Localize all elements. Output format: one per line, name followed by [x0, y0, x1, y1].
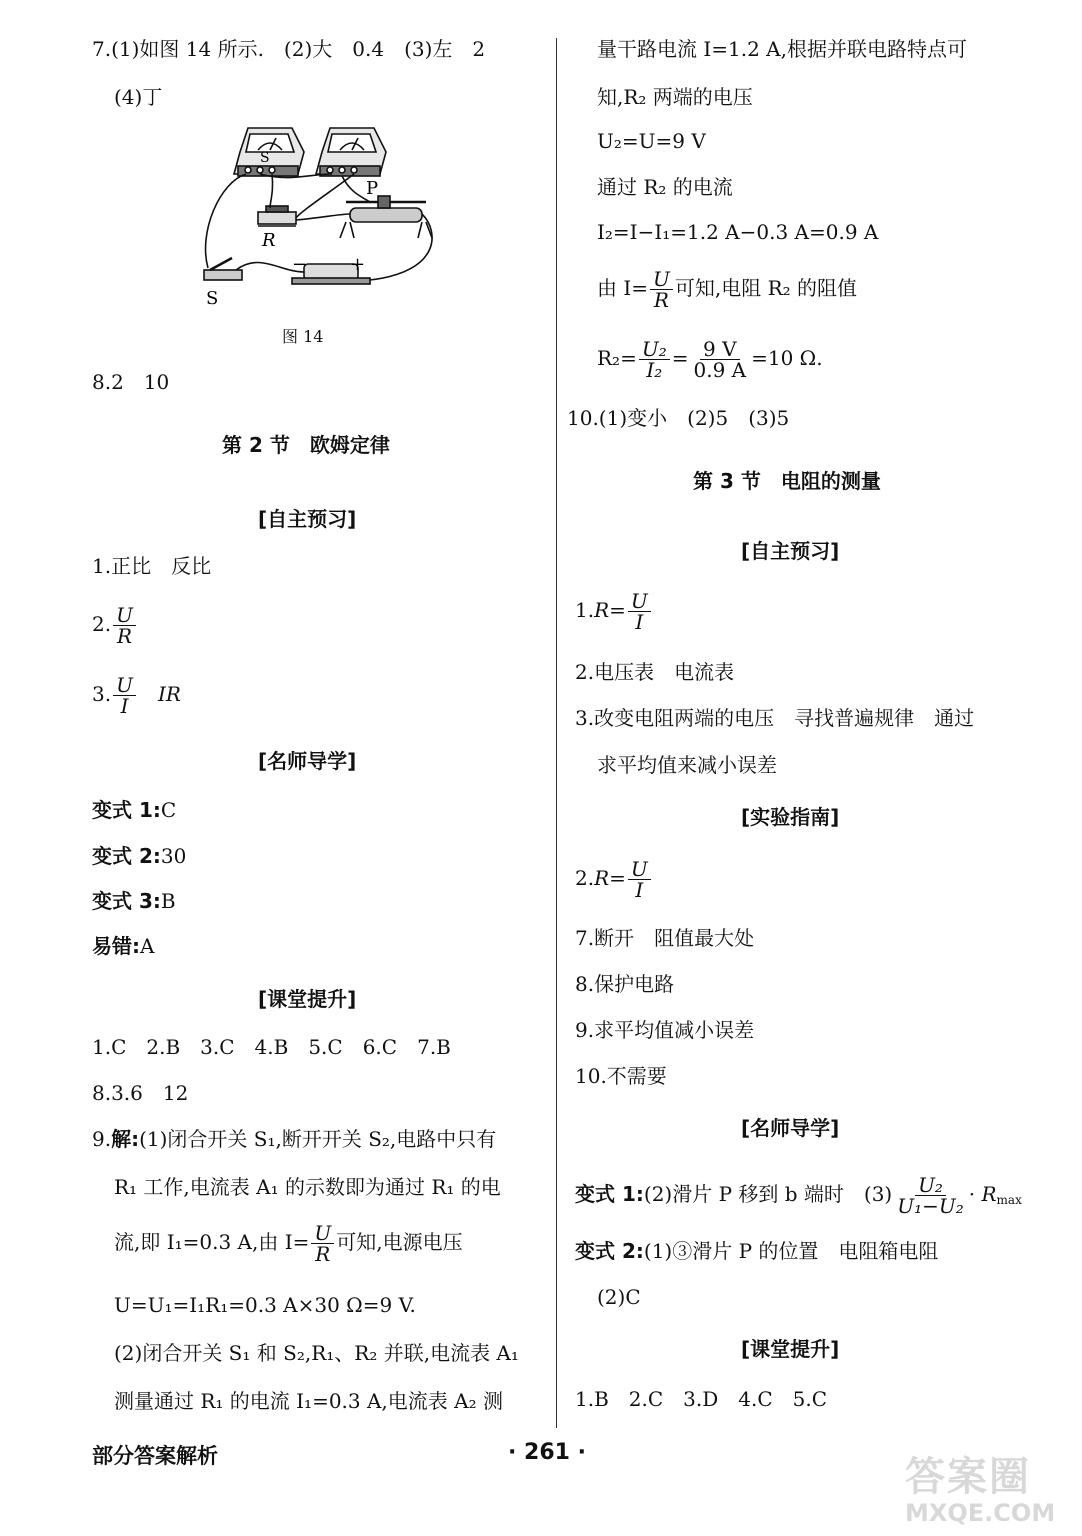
zizhu-3-ir: IR [157, 682, 181, 706]
fraction-u-over-r [311, 1223, 334, 1264]
ketang-1-7: 1.C 2.B 3.C 4.B 5.C 6.C 7.B [92, 1035, 451, 1059]
fraction-u2-over-u1-minus-u2 [894, 1175, 967, 1216]
ketang-9-text: (1)闭合开关 S₁,断开开关 S₂,电路中只有 [139, 1127, 497, 1151]
zizhu-3 [92, 672, 181, 716]
zizhu-3-num: 3. [92, 682, 112, 706]
frac-denominator: R [653, 288, 669, 312]
variant-3-value: B [160, 889, 176, 913]
subsection-mingshi: [名师导学] [258, 749, 357, 773]
shiyan-2-r: R= [594, 866, 626, 890]
fraction-9v-over-0.9a [690, 339, 749, 380]
shiyan-10: 10.不需要 [575, 1064, 667, 1088]
frac-numerator: U [650, 269, 673, 290]
measure-zizhu-1-num: 1. [575, 598, 595, 622]
frac-numerator: U [628, 859, 651, 880]
frac-denominator: I [635, 610, 644, 634]
zizhu-2-num: 2. [92, 612, 112, 636]
right-line-6 [597, 266, 857, 310]
ketang-9-line2: R₁ 工作,电流表 A₁ 的示数即为通过 R₁ 的电 [114, 1175, 501, 1199]
circuit-figure-14 [200, 122, 450, 308]
common-error [92, 933, 154, 959]
subsection-shiyan: [实验指南] [741, 805, 840, 829]
variant-1 [92, 797, 176, 823]
frac-denominator: I [120, 694, 129, 718]
right-line-7 [597, 336, 823, 380]
subsection-ketang: [课堂提升] [741, 1337, 840, 1361]
answer-10: 10.(1)变小 (2)5 (3)5 [567, 406, 790, 430]
frac-denominator: I₂ [646, 358, 663, 382]
section-3-title: 第 3 节 电阻的测量 [693, 469, 881, 493]
subsection-ketang: [课堂提升] [258, 987, 357, 1011]
variant-3-label: 变式 3: [92, 889, 161, 913]
measure-ketang-1-5: 1.B 2.C 3.D 4.C 5.C [575, 1387, 828, 1411]
frac-denominator: I [635, 878, 644, 902]
right-line-7-c: =10 Ω. [751, 346, 823, 370]
subsection-mingshi: [名师导学] [741, 1116, 840, 1140]
shiyan-8: 8.保护电路 [575, 972, 675, 996]
figure-caption: 图 14 [282, 327, 324, 346]
right-line-7-a: R₂= [597, 346, 637, 370]
ketang-8: 8.3.6 12 [92, 1081, 189, 1105]
variant-2-label: 变式 2: [92, 844, 161, 868]
measure-zizhu-3b: 求平均值来减小误差 [597, 753, 777, 777]
zizhu-2 [92, 602, 138, 646]
variant-2-value: 30 [160, 844, 187, 868]
frac-denominator: R [315, 1242, 331, 1266]
ketang-9-line1 [92, 1126, 496, 1152]
subsection-zizhu: [自主预习] [741, 539, 840, 563]
fraction-u-over-i [628, 591, 651, 632]
measure-variant-1-r: · R [968, 1182, 997, 1206]
shiyan-2 [575, 856, 653, 900]
variant-1-label: 变式 1: [92, 798, 161, 822]
frac-numerator: U [113, 675, 136, 696]
measure-variant-2 [575, 1238, 938, 1264]
frac-denominator: 0.9 A [693, 358, 747, 382]
frac-numerator: U₂ [639, 339, 670, 360]
measure-variant-1-sub: max [996, 1193, 1022, 1207]
shiyan-7: 7.断开 阻值最大处 [575, 926, 755, 950]
ketang-9-line3-b: 可知,电源电压 [336, 1230, 463, 1254]
battery-minus-label: − [292, 254, 308, 275]
variant-1-value: C [160, 798, 177, 822]
frac-numerator: U [628, 591, 651, 612]
ketang-9-jie: 解: [111, 1127, 140, 1151]
right-line-6-b: 可知,电阻 R₂ 的阻值 [674, 276, 858, 300]
frac-denominator: R [116, 624, 133, 648]
frac-numerator: U₂ [915, 1175, 946, 1196]
answer-7a: 7.(1)如图 14 所示. (2)大 0.4 (3)左 2 [92, 37, 486, 61]
common-error-label: 易错: [92, 934, 140, 958]
frac-numerator: U [113, 605, 136, 626]
rheostat-p-label: P [366, 178, 379, 199]
right-line-6-a: 由 I= [597, 276, 649, 300]
battery-plus-label: + [350, 254, 366, 275]
switch-s-label: S [206, 288, 219, 308]
watermark-url: MXQE.COM [905, 1499, 1056, 1527]
right-line-5: I₂=I−I₁=1.2 A−0.3 A=0.9 A [597, 220, 879, 244]
measure-variant-1-value: (2)滑片 P 移到 b 端时 (3) [643, 1182, 893, 1206]
fraction-u-over-r [113, 605, 136, 646]
answer-8: 8.2 10 [92, 370, 170, 394]
column-divider [556, 38, 557, 1428]
frac-denominator: U₁−U₂ [897, 1194, 964, 1218]
right-line-1: 量干路电流 I=1.2 A,根据并联电路特点可 [597, 37, 967, 61]
ketang-9-line3-a: 流,即 I₁=0.3 A,由 I= [114, 1230, 310, 1254]
variant-2 [92, 843, 186, 869]
measure-zizhu-2: 2.电压表 电流表 [575, 660, 735, 684]
measure-zizhu-3a: 3.改变电阻两端的电压 寻找普遍规律 通过 [575, 706, 975, 730]
shiyan-9: 9.求平均值减小误差 [575, 1018, 755, 1042]
resistor-r-label: R [262, 230, 276, 251]
subsection-zizhu: [自主预习] [258, 507, 357, 531]
frac-numerator: 9 V [700, 339, 740, 360]
ketang-9-line3 [114, 1220, 463, 1264]
section-2-title: 第 2 节 欧姆定律 [222, 433, 390, 457]
shiyan-2-num: 2. [575, 866, 595, 890]
fraction-u-over-i [113, 675, 136, 716]
measure-variant-2b: (2)C [597, 1285, 641, 1309]
zizhu-1: 1.正比 反比 [92, 554, 212, 578]
fraction-u2-over-i2 [639, 339, 670, 380]
meter-s-label: S [260, 150, 270, 166]
right-line-7-b: = [671, 346, 689, 370]
measure-variant-1-label: 变式 1: [575, 1182, 644, 1206]
right-line-2: 知,R₂ 两端的电压 [597, 85, 753, 109]
measure-variant-2-label: 变式 2: [575, 1239, 644, 1263]
ketang-9-line4: U=U₁=I₁R₁=0.3 A×30 Ω=9 V. [114, 1293, 416, 1317]
ketang-9-line6: 测量通过 R₁ 的电流 I₁=0.3 A,电流表 A₂ 测 [114, 1389, 503, 1413]
right-line-3: U₂=U=9 V [597, 129, 706, 153]
fraction-u-over-r [650, 269, 673, 310]
ketang-9-num: 9. [92, 1127, 112, 1151]
measure-zizhu-1-r: R= [594, 598, 626, 622]
frac-numerator: U [311, 1223, 334, 1244]
right-line-4: 通过 R₂ 的电流 [597, 175, 733, 199]
footer-section-name: 部分答案解析 [92, 1444, 218, 1468]
page-number: · 261 · [508, 1440, 586, 1465]
watermark-text: 答案圈 [905, 1454, 1031, 1500]
ketang-9-line5: (2)闭合开关 S₁ 和 S₂,R₁、R₂ 并联,电流表 A₁ [114, 1341, 519, 1365]
common-error-value: A [140, 934, 155, 958]
variant-3 [92, 888, 176, 914]
answer-7b: (4)丁 [114, 85, 163, 109]
fraction-u-over-i [628, 859, 651, 900]
watermark-logo [905, 1455, 1080, 1535]
measure-variant-1 [575, 1172, 1022, 1222]
measure-variant-2-value: (1)③滑片 P 的位置 电阻箱电阻 [643, 1239, 939, 1263]
measure-zizhu-1 [575, 588, 653, 632]
